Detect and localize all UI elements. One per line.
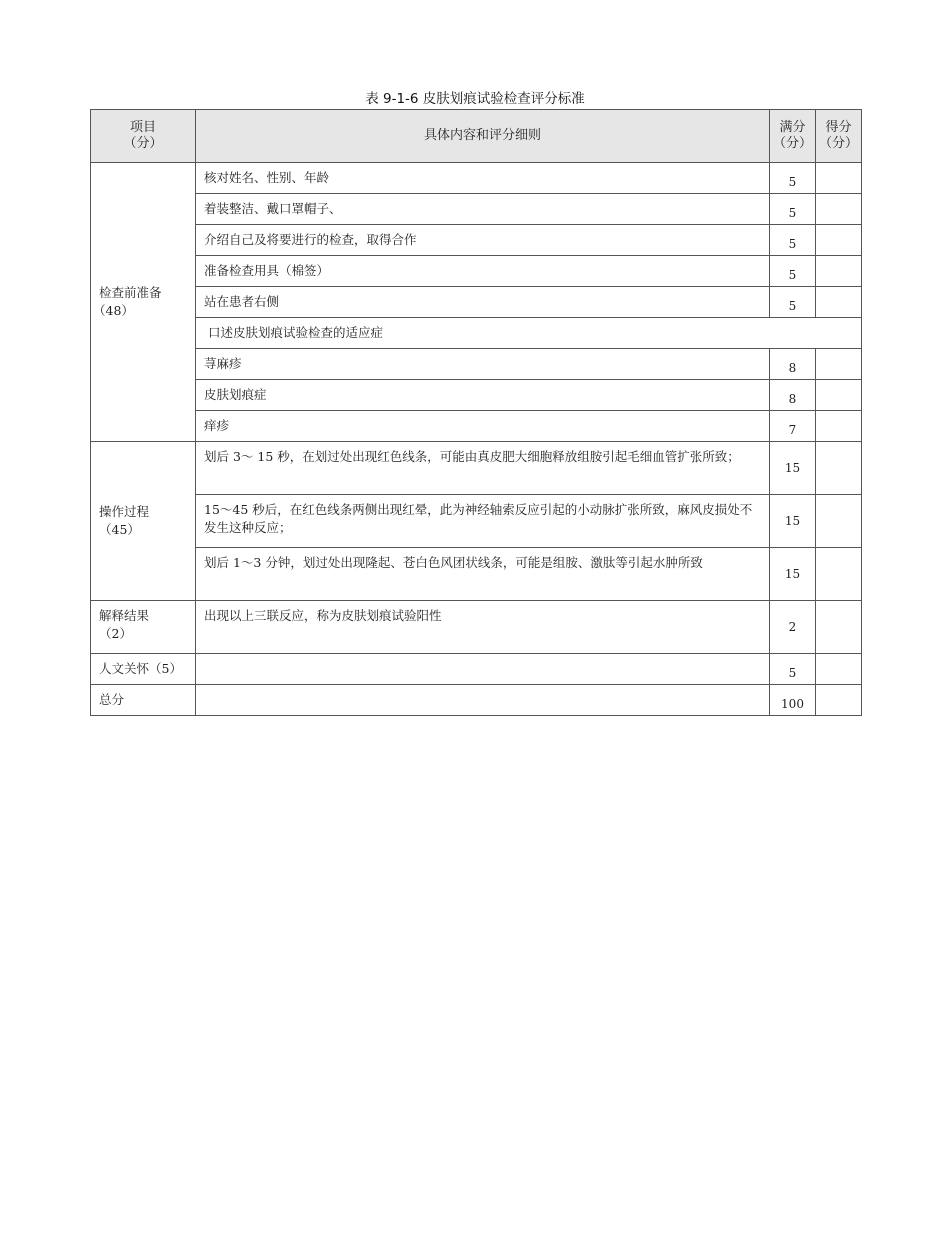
row-obtained (816, 225, 862, 256)
row-score: 8 (770, 380, 816, 411)
table-row (91, 654, 862, 685)
row-content: 划后 1～3 分钟，划过处出现隆起、苍白色风团状线条，可能是组胺、激肽等引起水肿所致 (196, 548, 770, 601)
row-obtained (816, 194, 862, 225)
row-content: 痒疹 (196, 411, 770, 442)
row-content: 介绍自己及将要进行的检查，取得合作 (196, 225, 770, 256)
scoring-table (90, 109, 862, 716)
row-score: 5 (770, 194, 816, 225)
table-row (91, 318, 862, 349)
row-content: 划后 3～ 15 秒，在划过处出现红色线条，可能由真皮肥大细胞释放组胺引起毛细血管扩张所致； (196, 442, 770, 495)
table-row (91, 601, 862, 654)
row-obtained (816, 601, 862, 654)
header-row (91, 110, 862, 163)
row-obtained (816, 495, 862, 548)
row-score: 15 (770, 495, 816, 548)
row-score: 5 (770, 654, 816, 685)
header-content: 具体内容和评分细则 (196, 110, 770, 163)
section-prep: 检查前准备（48） (91, 163, 196, 442)
row-score: 5 (770, 163, 816, 194)
table-row (91, 256, 862, 287)
row-obtained (816, 548, 862, 601)
table-caption: 表 9-1-6 皮肤划痕试验检查评分标准 (365, 91, 585, 107)
row-score: 15 (770, 442, 816, 495)
row-obtained (816, 349, 862, 380)
row-obtained (816, 287, 862, 318)
row-content: 核对姓名、性别、年龄 (196, 163, 770, 194)
row-obtained (816, 685, 862, 716)
row-score: 5 (770, 225, 816, 256)
table-row (91, 411, 862, 442)
row-obtained (816, 380, 862, 411)
table-row (91, 349, 862, 380)
table-row (91, 442, 862, 495)
row-obtained (816, 442, 862, 495)
table-row (91, 495, 862, 548)
row-content: 15～45 秒后，在红色线条两侧出现红晕，此为神经轴索反应引起的小动脉扩张所致，麻风皮损处不发生这种反应； (196, 495, 770, 548)
row-content: 站在患者右侧 (196, 287, 770, 318)
table-row (91, 380, 862, 411)
row-score: 15 (770, 548, 816, 601)
table-row (91, 287, 862, 318)
row-score: 100 (770, 685, 816, 716)
row-content-merged: 口述皮肤划痕试验检查的适应症 (196, 318, 862, 349)
row-content: 荨麻疹 (196, 349, 770, 380)
row-content: 皮肤划痕症 (196, 380, 770, 411)
row-obtained (816, 411, 862, 442)
section-care: 人文关怀（5） (91, 654, 196, 685)
header-item: 项目 （分） (91, 110, 196, 163)
table-row (91, 194, 862, 225)
table-row (91, 548, 862, 601)
section-operation: 操作过程 （45） (91, 442, 196, 601)
section-total: 总分 (91, 685, 196, 716)
row-content (196, 654, 770, 685)
row-obtained (816, 256, 862, 287)
table-row (91, 163, 862, 194)
row-obtained (816, 654, 862, 685)
row-content: 着装整洁、戴口罩帽子、 (196, 194, 770, 225)
row-score: 5 (770, 256, 816, 287)
row-score: 2 (770, 601, 816, 654)
section-explain: 解释结果 （2） (91, 601, 196, 654)
header-full-score: 满分 （分） (770, 110, 816, 163)
row-score: 5 (770, 287, 816, 318)
table-row (91, 225, 862, 256)
row-content: 出现以上三联反应，称为皮肤划痕试验阳性 (196, 601, 770, 654)
row-score: 7 (770, 411, 816, 442)
table-row (91, 685, 862, 716)
row-score: 8 (770, 349, 816, 380)
row-obtained (816, 163, 862, 194)
row-content: 准备检查用具（棉签） (196, 256, 770, 287)
header-obtained-score: 得分 （分） (816, 110, 862, 163)
row-content (196, 685, 770, 716)
